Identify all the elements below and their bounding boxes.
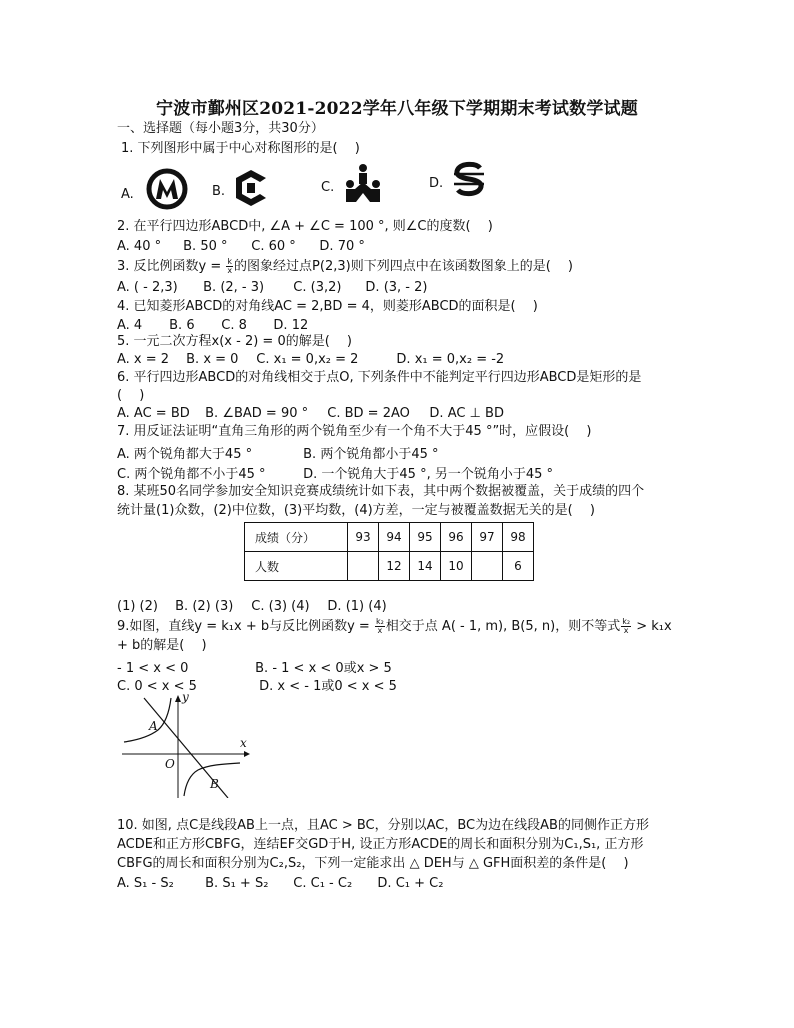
railway-s-logo-icon: [450, 160, 488, 202]
q3-stem: 3. 反比例函数y = $\frac{k}{x}$ 的图象经过点P(2,3)则下列四点中在该函数图象上的是( ): [117, 257, 573, 275]
table-header-score: 成绩（分）: [245, 523, 348, 552]
q9-option-d: D. x < - 1或0 < x < 5: [259, 679, 397, 694]
q10-options: [117, 876, 443, 891]
table-cell: 12: [379, 552, 410, 581]
q9-function-graph: [120, 690, 250, 798]
q10-stem-line2: ACDE和正方形CBFG，连结EF交GD于H, 设正方形ACDE的周长和面积分别为C₁,S₁, 正方形: [117, 837, 644, 852]
q5-option-a: A. x = 2: [117, 352, 170, 367]
q1-label-a: A.: [121, 187, 134, 202]
q4-option-b: B. 6: [169, 318, 195, 333]
graph-label-a: A: [149, 719, 158, 733]
q9-option-a: - 1 < x < 0: [117, 661, 189, 676]
table-cell-covered: [348, 552, 379, 581]
q10-option-a: A. S₁ - S₂: [117, 876, 174, 891]
q2-option-d: D. 70 °: [319, 239, 365, 254]
q1-label-c: C.: [321, 180, 335, 195]
q7-option-d: D. 一个锐角大于45 °, 另一个锐角小于45 °: [303, 467, 554, 482]
q10-option-b: B. S₁ + S₂: [205, 876, 269, 891]
q2-option-a: A. 40 °: [117, 239, 162, 254]
q9-option-c: C. 0 < x < 5: [117, 679, 197, 694]
q6-stem: 6. 平行四边形ABCD的对角线相交于点O, 下列条件中不能判定平行四边形ABCD是矩形的是: [117, 370, 642, 385]
q7-option-a: A. 两个锐角都大于45 °: [117, 447, 253, 462]
graph-label-b: B: [210, 777, 219, 791]
bank-c-logo-icon: [234, 168, 268, 212]
q9-options-row2: [117, 675, 397, 694]
q6-option-d: D. AC ⊥ BD: [429, 406, 504, 421]
q6-options: [117, 406, 504, 421]
q4-option-a: A. 4: [117, 318, 143, 333]
q8-option-d: D. (1) (4): [327, 599, 387, 614]
q4-option-d: D. 12: [273, 318, 309, 333]
q5-option-b: B. x = 0: [186, 352, 239, 367]
q8-option-c: C. (3) (4): [251, 599, 310, 614]
table-cell: 93: [348, 523, 379, 552]
table-cell: 98: [503, 523, 534, 552]
table-cell: 95: [410, 523, 441, 552]
table-row-counts: [245, 552, 534, 581]
q8-stem: 8. 某班50名同学参加安全知识竞赛成绩统计如下表，其中两个数据被覆盖，关于成绩的四个: [117, 484, 645, 499]
graph-label-origin: O: [165, 757, 175, 771]
metro-m-logo-icon: [146, 168, 188, 214]
q6-option-c: C. BD = 2AO: [327, 406, 410, 421]
q2-option-b: B. 50 °: [183, 239, 228, 254]
q5-option-d: D. x₁ = 0,x₂ = -2: [396, 352, 505, 367]
q5-stem: 5. 一元二次方程x(x - 2) = 0的解是( ): [117, 334, 352, 349]
q7-option-c: C. 两个锐角都不小于45 °: [117, 467, 266, 482]
q10-stem-line1: 10. 如图, 点C是线段AB上一点，且AC > BC，分别以AC，BC为边在线段AB的同侧作正方形: [117, 818, 649, 833]
q8-option-a: (1) (2): [117, 599, 158, 614]
q2-options: [117, 239, 365, 254]
q1-label-d: D.: [429, 176, 444, 191]
q6-option-b: B. ∠BAD = 90 °: [205, 406, 309, 421]
q7-stem: 7. 用反证法证明“直角三角形的两个锐角至少有一个角不大于45 °”时，应假设( ): [117, 424, 592, 439]
tri-people-logo-icon: [343, 162, 383, 208]
q7-options-row2: [117, 463, 553, 482]
q4-stem: 4. 已知菱形ABCD的对角线AC = 2,BD = 4，则菱形ABCD的面积是( ): [117, 299, 538, 314]
table-cell: 14: [410, 552, 441, 581]
q10-option-c: C. C₁ - C₂: [293, 876, 353, 891]
q5-options: [117, 352, 504, 367]
q8-stem-cont: 统计量(1)众数，(2)中位数，(3)平均数，(4)方差，一定与被覆盖数据无关的是( ): [117, 503, 595, 518]
q4-option-c: C. 8: [221, 318, 247, 333]
q10-option-d: D. C₁ + C₂: [377, 876, 444, 891]
score-table: [244, 522, 534, 581]
page-title: 宁波市鄞州区2021-2022学年八年级下学期期末考试数学试题: [156, 99, 638, 119]
fraction-k2-over-x: $\frac{\text{k₂}}{x}$: [375, 617, 384, 635]
q3-options: [117, 280, 427, 295]
graph-label-x: x: [240, 736, 247, 750]
table-cell: 94: [379, 523, 410, 552]
q7-option-b: B. 两个锐角都小于45 °: [303, 447, 439, 462]
q9-stem: 9.如图，直线y = k₁x + b与反比例函数y = $\frac{\text{k₂}}{x}$ 相交于点 A( - 1, m), B(5, n)，则不等式 $\frac{\text{k₂}}{x}$ > k₁x: [117, 617, 672, 635]
q6-stem-paren: ( ): [117, 388, 145, 403]
q3-option-a: A. ( - 2,3): [117, 280, 178, 295]
q8-options: [117, 599, 387, 614]
table-cell: 10: [441, 552, 472, 581]
q3-option-b: B. (2, - 3): [203, 280, 265, 295]
table-cell-covered: [472, 552, 503, 581]
fraction-k2-over-x: $\frac{\text{k₂}}{x}$: [622, 617, 631, 635]
q9-options-row1: [117, 657, 392, 676]
table-row-scores: [245, 523, 534, 552]
q1-stem: 1. 下列图形中属于中心对称图形的是( ): [121, 141, 360, 156]
section-heading: 一、选择题（每小题3分，共30分）: [117, 121, 324, 136]
table-cell: 97: [472, 523, 503, 552]
q8-option-b: B. (2) (3): [175, 599, 234, 614]
q9-option-b: B. - 1 < x < 0或x > 5: [255, 661, 392, 676]
q3-option-c: C. (3,2): [293, 280, 342, 295]
table-header-count: 人数: [245, 552, 348, 581]
q6-option-a: A. AC = BD: [117, 406, 190, 421]
table-cell: 6: [503, 552, 534, 581]
q3-option-d: D. (3, - 2): [365, 280, 428, 295]
graph-label-y: y: [182, 690, 189, 704]
q2-stem: 2. 在平行四边形ABCD中, ∠A + ∠C = 100 °, 则∠C的度数( ): [117, 219, 493, 234]
q1-label-b: B.: [212, 184, 226, 199]
q7-options-row1: [117, 443, 439, 462]
table-cell: 96: [441, 523, 472, 552]
fraction-k-over-x: $\frac{k}{x}$: [227, 257, 233, 275]
q5-option-c: C. x₁ = 0,x₂ = 2: [256, 352, 359, 367]
q10-stem-line3: CBFG的周长和面积分别为C₂,S₂，下列一定能求出 △ DEH与 △ GFH面积差的条件是( ): [117, 856, 629, 871]
q9-stem-cont: + b的解是( ): [117, 638, 207, 653]
q2-option-c: C. 60 °: [251, 239, 296, 254]
q4-options: [117, 318, 308, 333]
